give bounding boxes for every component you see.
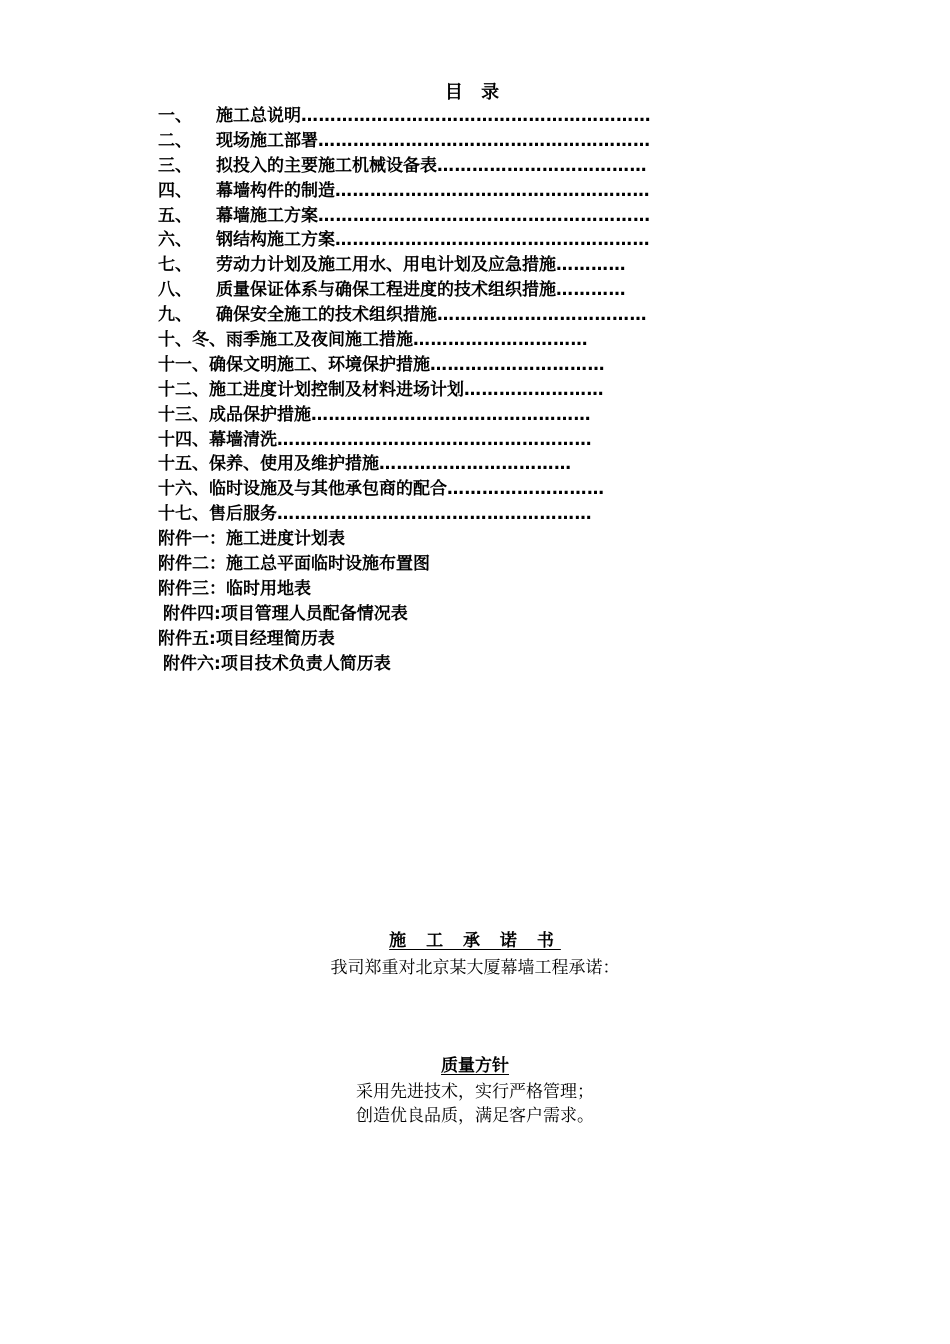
toc-attachment	[158, 552, 651, 577]
toc-item-title: 拟投入的主要施工机械设备表	[216, 155, 437, 176]
attachment-label: 附件四:	[163, 603, 221, 624]
attachment-label: 附件一：	[158, 529, 226, 550]
promise-heading-text: 施 工 承 诺 书	[389, 931, 561, 951]
toc-item-number: 六、	[158, 230, 192, 251]
toc-leader-dots: ……………………………………………………	[301, 106, 651, 126]
toc-item-number: 一、	[158, 106, 192, 126]
toc-item-title: 劳动力计划及施工用水、用电计划及应急措施	[216, 255, 556, 276]
attachment-label: 附件三：	[158, 578, 226, 599]
toc-item	[158, 303, 651, 328]
toc-item-number: 十四、	[158, 429, 209, 450]
toc-item-title: 确保安全施工的技术组织措施	[216, 305, 437, 326]
toc-item-title: 临时设施及与其他承包商的配合	[209, 479, 447, 500]
toc-item-title: 确保文明施工、环境保护措施	[209, 354, 430, 375]
toc-item-title: 成品保护措施	[209, 404, 311, 425]
toc-item-title: 钢结构施工方案	[216, 230, 335, 251]
toc-item	[158, 477, 651, 502]
toc-leader-dots: ………………………………	[437, 155, 647, 176]
toc-leader-dots: …………………………	[413, 330, 588, 351]
toc-leader-dots: ………………………………………………	[277, 429, 592, 450]
attachment-label: 附件五:	[158, 628, 216, 649]
toc-leader-dots: ……………………………	[379, 454, 572, 475]
toc-item-number: 七、	[158, 255, 192, 276]
toc-item	[158, 353, 651, 378]
toc-leader-dots: …………………………	[430, 354, 605, 375]
toc-item-number: 十六、	[158, 479, 209, 500]
attachment-title: 项目经理简历表	[215, 628, 335, 649]
toc-item	[158, 179, 651, 204]
toc-item-number: 八、	[158, 280, 192, 301]
toc-leader-dots: ………………………	[447, 479, 605, 500]
toc-leader-dots: ……………………	[464, 379, 604, 400]
toc-item-title: 幕墙施工方案	[216, 205, 318, 226]
toc-item-title: 现场施工部署	[216, 130, 318, 151]
toc-item-number: 四、	[158, 180, 192, 201]
toc-item	[158, 253, 651, 278]
toc-item	[158, 278, 651, 303]
toc-attachment	[158, 527, 651, 552]
toc-item-number: 十一、	[158, 354, 209, 375]
toc-item	[158, 428, 651, 453]
toc-item-number: 二、	[158, 130, 192, 151]
toc-attachment	[158, 652, 651, 677]
toc-item-number: 五、	[158, 205, 192, 226]
toc-leader-dots: …………	[556, 255, 626, 276]
attachment-title: 施工进度计划表	[226, 529, 345, 550]
toc-item	[158, 104, 651, 129]
toc-item	[158, 204, 651, 229]
toc-item-number: 九、	[158, 305, 192, 326]
toc-leader-dots: ………………………………………………	[335, 230, 650, 251]
toc-leader-dots: ………………………………………………	[335, 180, 650, 201]
quality-heading-text: 质量方针	[441, 1056, 509, 1076]
toc-item-title: 施工进度计划控制及材料进场计划	[209, 379, 464, 400]
toc-item-number: 十五、	[158, 454, 209, 475]
toc-item-number: 十、	[158, 330, 192, 351]
attachment-title: 项目技术负责人简历表	[220, 653, 391, 674]
toc-item-number: 十二、	[158, 379, 209, 400]
toc-attachment	[158, 577, 651, 602]
quality-policy-line: 创造优良品质，满足客户需求。	[356, 1106, 594, 1126]
toc-item-number: 十七、	[158, 504, 209, 525]
toc-attachment	[158, 602, 651, 627]
toc-item-title: 保养、使用及维护措施	[209, 454, 379, 475]
quality-heading	[0, 1051, 950, 1076]
toc-leader-dots: ………………………………………………	[277, 504, 592, 525]
attachment-title: 项目管理人员配备情况表	[220, 603, 408, 624]
toc-leader-dots: ………………………………	[437, 305, 647, 326]
quality-policy-line: 采用先进技术，实行严格管理；	[356, 1082, 594, 1102]
toc-item-number: 三、	[158, 155, 192, 176]
toc-item	[158, 328, 651, 353]
toc-item-title: 冬、雨季施工及夜间施工措施	[192, 330, 413, 351]
attachment-title: 施工总平面临时设施布置图	[226, 554, 430, 575]
toc-item	[158, 502, 651, 527]
table-of-contents	[158, 104, 651, 676]
toc-item-title: 施工总说明	[216, 106, 301, 126]
toc-item	[158, 378, 651, 403]
toc-item	[158, 403, 651, 428]
promise-heading	[0, 926, 950, 951]
toc-item-title: 幕墙构件的制造	[216, 180, 335, 201]
toc-item	[158, 452, 651, 477]
toc-attachment	[158, 627, 651, 652]
toc-item	[158, 154, 651, 179]
attachment-title: 临时用地表	[226, 578, 311, 599]
toc-item-title: 质量保证体系与确保工程进度的技术组织措施	[216, 280, 556, 301]
toc-leader-dots: …………………………………………………	[318, 205, 651, 226]
toc-leader-dots: …………………………………………	[311, 404, 591, 425]
attachment-label: 附件六:	[163, 653, 221, 674]
toc-leader-dots: …………………………………………………	[318, 130, 651, 151]
attachment-label: 附件二：	[158, 554, 226, 575]
toc-leader-dots: …………	[556, 280, 626, 301]
promise-statement: 我司郑重对北京某大厦幕墙工程承诺：	[330, 958, 620, 978]
toc-title: 目 录	[444, 82, 506, 103]
toc-item-title: 幕墙清洗	[209, 429, 277, 450]
toc-item	[158, 129, 651, 154]
toc-item-number: 十三、	[158, 404, 209, 425]
toc-item-title: 售后服务	[209, 504, 277, 525]
toc-item	[158, 228, 651, 253]
